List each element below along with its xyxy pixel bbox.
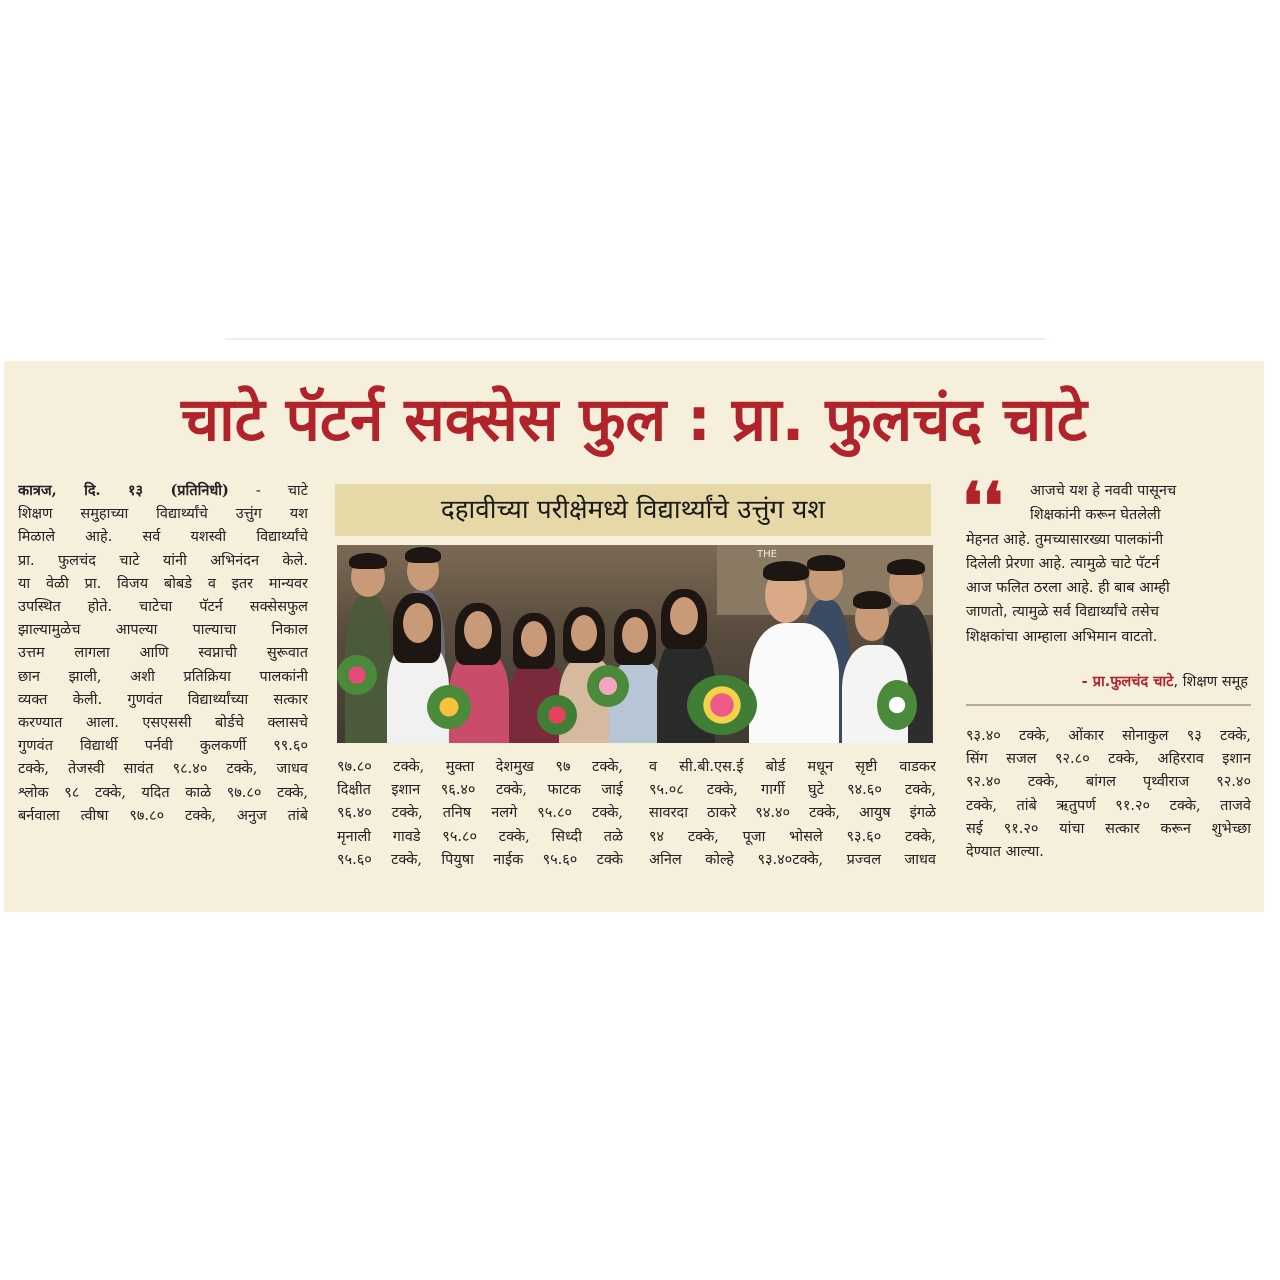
mid1-line: ९६.४० टक्के, तनिष नलगे ९५.८० टक्के, <box>337 805 623 822</box>
middle-column-2 <box>649 756 936 872</box>
quote-line: दिलेली प्रेरणा आहे. त्यामुळे चाटे पॅटर्न <box>966 555 1160 572</box>
first-line-rest: - चाटे <box>228 483 308 499</box>
left-column <box>18 479 308 828</box>
bouquet <box>337 655 377 695</box>
left-line: शिक्षण समुहाच्या विद्यार्थ्यांचे उत्तुंग यश <box>18 506 308 523</box>
left-line: बर्नवाला त्वीषा ९७.८० टक्के, अनुज तांबे <box>18 807 308 824</box>
left-line: मिळाले आहे. सर्व यशस्वी विद्यार्थ्यांचे <box>18 529 308 546</box>
right-line: सई ९१.२० यांचा सत्कार करून शुभेच्छा <box>966 820 1251 837</box>
left-line: टक्के, तेजस्वी सावंत ९८.४० टक्के, जाधव <box>18 761 308 778</box>
right-line: देण्यात आल्या. <box>966 844 1044 861</box>
attribution-name: - प्रा.फुलचंद चाटे <box>1081 674 1174 690</box>
left-line: गुणवंत विद्यार्थी पर्नवी कुलकर्णी ९९.६० <box>18 738 308 755</box>
left-line: करण्यात आला. एसएससी बोर्डचे क्लासचे <box>18 715 308 732</box>
left-line: उत्तम लागला आणि स्वप्नाची सुरूवात <box>18 645 308 662</box>
person-hair <box>763 561 809 581</box>
right-line: सिंग सजल ९२.८० टक्के, अहिरराव इशान <box>966 751 1251 768</box>
quote-line: आज फलित ठरला आहे. ही बाब आम्ही <box>966 580 1170 597</box>
mid1-line: मृनाली गावडे ९५.८० टक्के, सिध्दी तळे <box>337 828 623 845</box>
left-line: श्लोक ९८ टक्के, यदित काळे ९७.८० टक्के, <box>18 784 308 801</box>
bouquet <box>537 695 577 735</box>
left-line: उपस्थित होते. चाटेचा पॅटर्न सक्सेसफुल <box>18 599 308 616</box>
headline: चाटे पॅटर्न सक्सेस फुल : प्रा. फुलचंद चाटे <box>181 385 1087 455</box>
quote-line: शिक्षकांनी करून घेतलेली <box>1030 507 1161 524</box>
pull-quote <box>966 479 1250 649</box>
mid2-line: ९४ टक्के, पूजा भोसले ९३.६० टक्के, <box>649 828 936 845</box>
right-line: टक्के, तांबे ऋतुपर्ण ९१.२० टक्के, ताजवे <box>966 797 1251 814</box>
person-head <box>670 597 698 635</box>
person-head <box>403 603 433 643</box>
person <box>749 623 839 743</box>
left-line: या वेळी प्रा. विजय बोबडे व इतर मान्यवर <box>18 575 308 592</box>
person-head <box>571 615 597 651</box>
right-line: ९३.४० टक्के, ओंकार सोनाकुल ९३ टक्के, <box>966 728 1251 744</box>
mid2-line: सावरदा ठाकरे ९४.४० टक्के, आयुष इंगळे <box>649 805 936 822</box>
left-line: झाल्यामुळेच आपल्या पाल्याचा निकाल <box>18 622 308 639</box>
quote-line: मेहनत आहे. तुमच्यासारख्या पालकांनी <box>966 531 1164 548</box>
bouquet <box>687 675 757 735</box>
person-head <box>622 617 648 653</box>
left-line: व्यक्त केली. गुणवंत विद्यार्थ्यांच्या सत्कार <box>18 691 308 708</box>
first-line <box>18 479 308 503</box>
middle-column-1 <box>337 756 623 872</box>
left-line: प्रा. फुलचंद चाटे यांनी अभिनंदन केले. <box>18 552 308 569</box>
quote-attribution <box>966 670 1248 694</box>
newspaper-clipping <box>4 361 1264 912</box>
mid1-line: ९७.८० टक्के, मुक्ता देशमुख ९७ टक्के, <box>337 759 623 775</box>
photo-sign-text: THE <box>757 549 777 560</box>
quote-mark-icon: ❛❛ <box>962 469 1004 544</box>
mid2-line: अनिल कोल्हे ९३.४०टक्के, प्रज्वल जाधव <box>649 851 936 868</box>
right-line: ९२.४० टक्के, बांगल पृथ्वीराज ९२.४० <box>966 774 1251 791</box>
dateline: कात्रज, दि. १३ (प्रतिनिधी) <box>18 482 229 499</box>
attribution-org: , शिक्षण समूह <box>1173 674 1248 690</box>
person-head <box>464 611 492 649</box>
mid2-line: व सी.बी.एस.ई बोर्ड मधून सृष्टी वाडकर <box>649 759 936 775</box>
top-rule <box>225 338 1045 340</box>
person-hair <box>349 553 387 569</box>
left-line: छान झाली, अशी प्रतिक्रिया पालकांनी <box>18 668 308 685</box>
person-hair <box>807 555 845 571</box>
mid2-line: ९५.०८ टक्के, गार्गी घुटे ९४.६० टक्के, <box>649 782 936 799</box>
quote-divider <box>966 704 1251 706</box>
bouquet <box>877 680 917 730</box>
person-hair <box>405 547 441 563</box>
person-hair <box>887 559 925 575</box>
right-column <box>966 725 1251 864</box>
bouquet <box>427 685 471 729</box>
mid1-line: ९५.६० टक्के, पियुषा नाईक ९५.६० टक्के <box>337 851 623 868</box>
photo-banner: दहावीच्या परीक्षेमध्ये विद्यार्थ्यांचे उत्तुंग यश <box>335 484 931 536</box>
person-head <box>521 621 547 657</box>
quote-line: आजचे यश हे नववी पासूनच <box>1030 483 1177 499</box>
mid1-line: दिक्षीत इशान ९६.४० टक्के, फाटक जाई <box>337 782 623 799</box>
bouquet <box>587 665 629 707</box>
quote-line: जाणतो, त्यामुळे सर्व विद्यार्थ्यांचे तसेच <box>966 604 1159 621</box>
group-photo <box>337 545 933 743</box>
quote-line: शिक्षकांचा आम्हाला अभिमान वाटतो. <box>966 628 1158 645</box>
person-hair <box>853 591 891 609</box>
